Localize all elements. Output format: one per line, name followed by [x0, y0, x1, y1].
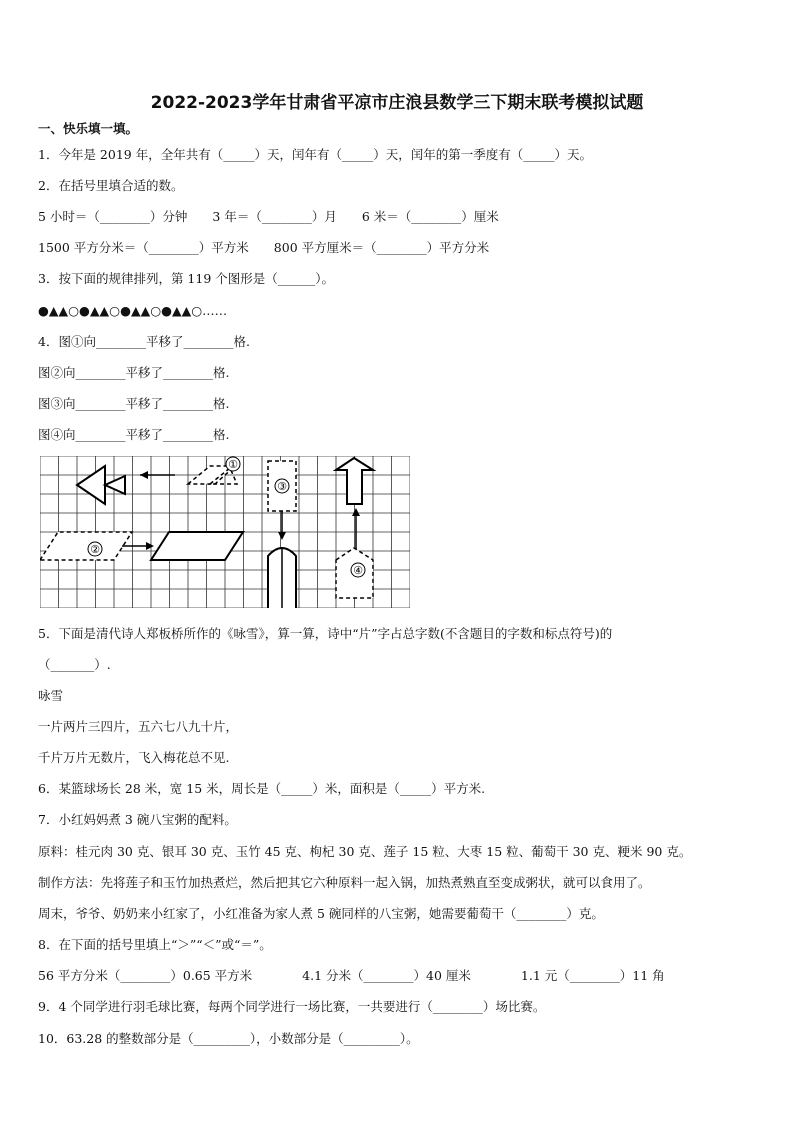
- figure-label-3-text: ③: [277, 480, 287, 493]
- question-3: 3．按下面的规律排列，第 119 个图形是（______）。: [38, 271, 335, 286]
- translation-grid-figure: [40, 456, 410, 608]
- arrow-figure: [77, 466, 105, 504]
- shape-sequence: ●▲▲○●▲▲○●▲▲○●▲▲○……: [38, 303, 228, 318]
- question-7: 7．小红妈妈煮 3 碗八宝粥的配料。: [38, 812, 237, 827]
- section-heading: 一、快乐填一填。: [38, 121, 139, 136]
- page-title: 2022-2023学年甘肃省平凉市庄浪县数学三下期末联考模拟试题: [150, 93, 644, 113]
- question-7-question: 周末，爷爷、奶奶来小红家了，小红准备为家人煮 5 碗同样的八宝粥，她需要葡萄干（________）克。: [38, 906, 604, 921]
- question-8-items: 56 平方分米（________）0.65 平方米 4.1 分米（________）40 厘米 1.1 元（________）11 角: [38, 968, 665, 983]
- question-1: 1．今年是 2019 年，全年共有（_____）天，闰年有（_____）天，闰年的第一季度有（_____）天。: [38, 147, 592, 162]
- question-2-row-1: 5 小时＝（________）分钟 3 年＝（________）月 6 米＝（________）厘米: [38, 209, 499, 224]
- question-7-method: 制作方法：先将莲子和玉竹加热煮烂，然后把其它六种原料一起入锅，加热煮熟直至变成粥状，就可以食用了。: [38, 875, 651, 890]
- figure-label-1-text: ①: [228, 458, 238, 471]
- question-6: 6．某篮球场长 28 米，宽 15 米，周长是（_____）米，面积是（_____）平方米.: [38, 781, 486, 796]
- question-4-fig-3: 图③向________平移了________格.: [38, 396, 230, 411]
- question-9: 9．4 个同学进行羽毛球比赛，每两个同学进行一场比赛，一共要进行（________）场比赛。: [38, 999, 546, 1014]
- question-8: 8．在下面的括号里填上“＞”“＜”或“＝”。: [38, 937, 272, 952]
- question-2: 2．在括号里填合适的数。: [38, 178, 184, 193]
- poem-title: 咏雪: [38, 688, 64, 703]
- question-10: 10．63.28 的整数部分是（_________），小数部分是（_________）。: [38, 1031, 419, 1046]
- question-4-fig-4: 图④向________平移了________格.: [38, 427, 230, 442]
- question-5: 5．下面是清代诗人郑板桥所作的《咏雪》，算一算，诗中“片”字占总字数(不含题目的字数和标点符号)的: [38, 626, 613, 641]
- question-2-row-2: 1500 平方分米＝（________）平方米 800 平方厘米＝（________）平方分米: [38, 240, 490, 255]
- figure-label-2-text: ②: [90, 543, 100, 556]
- question-4-fig-2: 图②向________平移了________格.: [38, 365, 230, 380]
- question-4: 4．图①向________平移了________格.: [38, 334, 250, 349]
- figure-label-4-text: ④: [353, 564, 363, 577]
- poem-line-2: 千片万片无数片，飞入梅花总不见.: [38, 750, 230, 765]
- question-7-ingredients: 原料：桂元肉 30 克、银耳 30 克、玉竹 45 克、枸杞 30 克、莲子 15 粒、大枣 15 粒、葡萄干 30 克、粳米 90 克。: [38, 844, 692, 859]
- question-5-answer: （_______）.: [38, 657, 111, 672]
- poem-line-1: 一片两片三四片，五六七八九十片，: [38, 719, 239, 734]
